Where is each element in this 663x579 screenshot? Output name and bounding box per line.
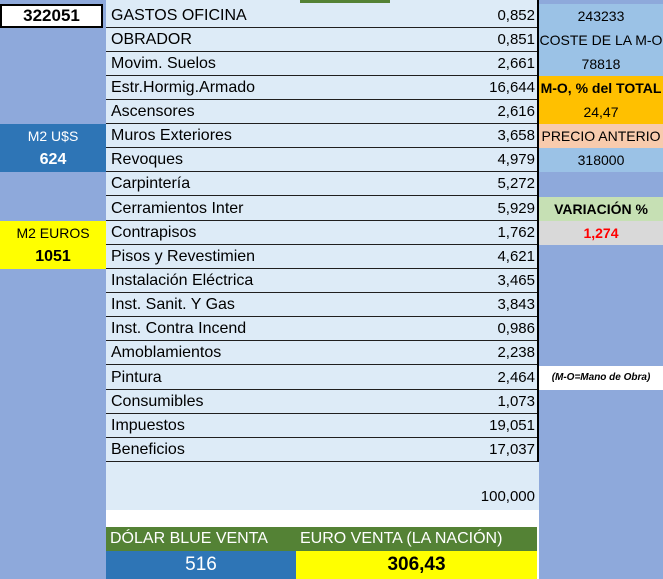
item-name: Instalación Eléctrica [111,272,254,289]
item-value: 1,073 [497,393,535,410]
item-value: 5,272 [497,175,535,192]
m2-euros-label: M2 EUROS [0,221,106,245]
euro-venta-value[interactable]: 306,43 [296,551,537,579]
table-row[interactable] [106,124,539,148]
item-name: Cerramientos Inter [111,200,244,217]
item-value: 17,037 [489,441,535,458]
dolar-blue-value[interactable]: 516 [106,551,296,579]
variacion-label: VARIACIÓN % [539,197,663,221]
table-row[interactable] [106,100,539,124]
precio-anterior-value[interactable]: 318000 [539,148,663,172]
precio-anterior-label: PRECIO ANTERIO [539,124,663,148]
left-column [0,0,106,579]
item-value: 19,051 [489,417,535,434]
table-row[interactable] [106,293,539,317]
coste-mo-label: COSTE DE LA M-O [539,28,663,52]
item-value: 3,843 [497,296,535,313]
mo-percent-label: M-O, % del TOTAL [539,76,663,100]
table-row[interactable] [106,341,539,365]
item-name: Impuestos [111,417,185,434]
item-name: Inst. Contra Incend [111,320,247,337]
item-value: 16,644 [489,79,535,96]
table-row[interactable] [106,269,539,293]
table-row[interactable] [106,28,539,52]
item-value: 2,616 [497,103,535,120]
item-name: Ascensores [111,103,195,120]
table-row[interactable] [106,197,539,221]
value-243233[interactable]: 243233 [539,4,663,28]
item-name: Carpintería [111,175,191,192]
item-name: Revoques [111,151,184,168]
item-value: 0,852 [497,7,535,24]
total-value[interactable]: 100,000 [480,488,535,505]
header-accent [300,0,390,3]
table-row[interactable] [106,245,539,269]
dolar-blue-label: DÓLAR BLUE VENTA [106,527,296,551]
m2-usd-value[interactable]: 624 [0,148,106,172]
item-name: OBRADOR [111,31,192,48]
item-name: Estr.Hormig.Armado [111,79,256,96]
m2-euros-value[interactable]: 1051 [0,245,106,269]
item-value: 2,464 [497,369,535,386]
item-value: 2,238 [497,344,535,361]
item-name: GASTOS OFICINA [111,7,247,24]
item-name: Beneficios [111,441,185,458]
table-row[interactable] [106,221,539,245]
table-row[interactable] [106,52,539,76]
item-name: Amoblamientos [111,344,222,361]
item-value: 3,465 [497,272,535,289]
mano-de-obra-note: (M-O=Mano de Obra) [539,366,663,390]
item-name: Pisos y Revestimien [111,248,256,265]
item-name: Muros Exteriores [111,127,232,144]
item-name: Inst. Sanit. Y Gas [111,296,235,313]
item-value: 4,621 [497,248,535,265]
item-value: 5,929 [497,200,535,217]
table-row[interactable] [106,76,539,100]
item-name: Contrapisos [111,224,197,241]
item-name: Pintura [111,369,162,386]
item-name: Consumibles [111,393,204,410]
mo-percent-value[interactable]: 24,47 [539,100,663,124]
item-value: 0,851 [497,31,535,48]
table-row[interactable] [106,148,539,172]
coste-mo-value[interactable]: 78818 [539,52,663,76]
table-row[interactable] [106,366,539,390]
table-row[interactable] [106,172,539,196]
item-value: 0,986 [497,320,535,337]
table-row[interactable] [106,438,539,462]
id-cell[interactable]: 322051 [0,4,103,28]
item-name: Movim. Suelos [111,55,216,72]
table-row[interactable] [106,390,539,414]
table-row[interactable] [106,317,539,341]
table-row[interactable] [106,4,539,28]
table-row[interactable] [106,414,539,438]
item-value: 3,658 [497,127,535,144]
m2-usd-label: M2 U$S [0,124,106,148]
item-value: 2,661 [497,55,535,72]
euro-venta-label: EURO VENTA (LA NACIÓN) [296,527,537,551]
variacion-value[interactable]: 1,274 [539,221,663,245]
item-value: 1,762 [497,224,535,241]
item-value: 4,979 [497,151,535,168]
